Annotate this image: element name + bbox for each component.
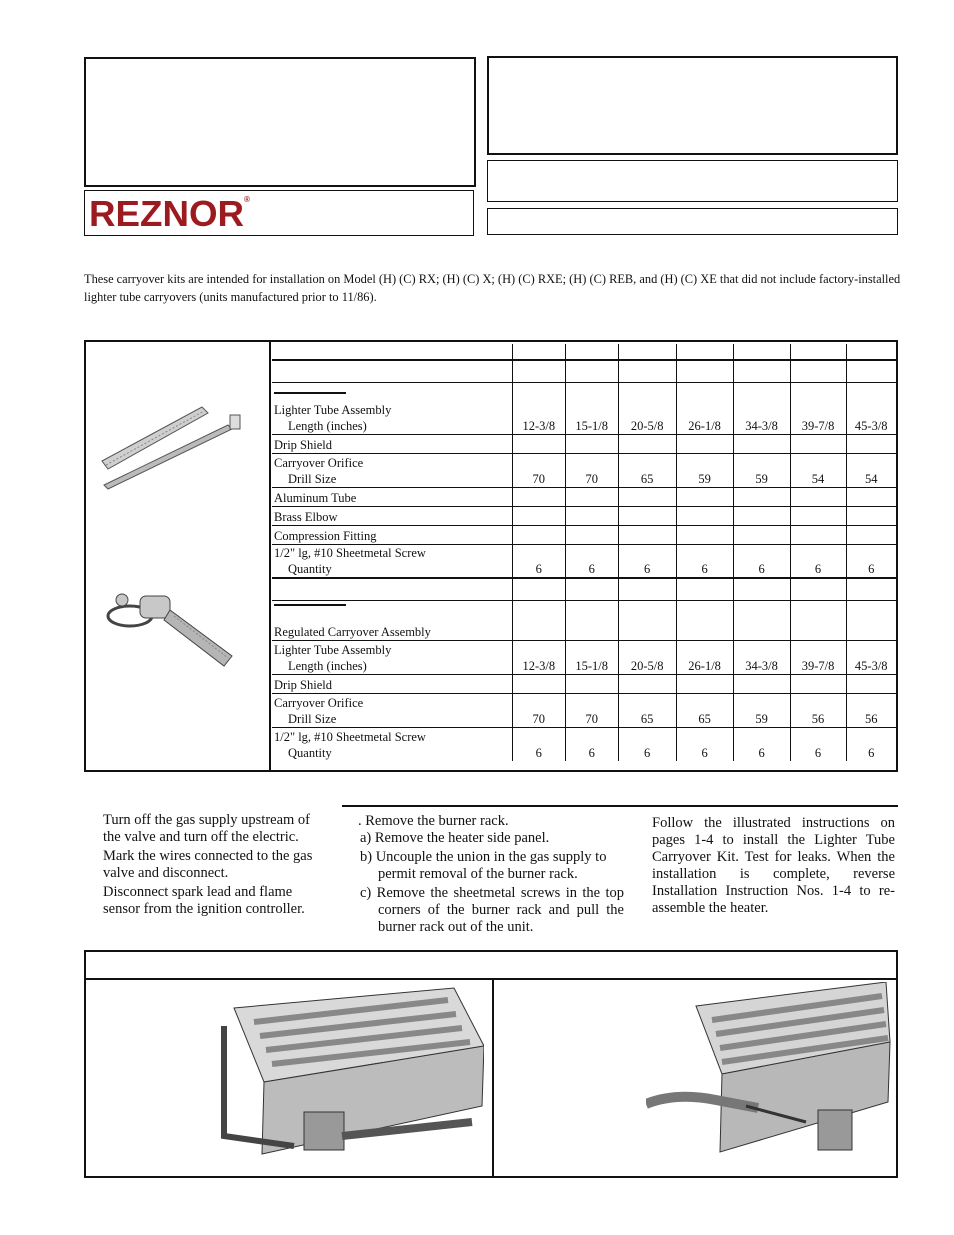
table-cell bbox=[733, 487, 790, 506]
table-cell: 6 bbox=[676, 544, 733, 578]
table-cell bbox=[846, 525, 896, 544]
table-cell: 6 bbox=[565, 727, 618, 761]
figure-caption-rule bbox=[86, 978, 896, 980]
table-cell: 6 bbox=[618, 544, 676, 578]
table-cell bbox=[676, 434, 733, 453]
table-header-row bbox=[272, 344, 896, 360]
table-cell bbox=[846, 487, 896, 506]
table-cell bbox=[676, 344, 733, 360]
parts-row-kit2 bbox=[272, 693, 896, 727]
table-cell bbox=[512, 578, 565, 600]
part-sub-label: Length (inches) bbox=[288, 658, 367, 673]
table-cell bbox=[618, 487, 676, 506]
table-cell: 39-7/8 bbox=[790, 382, 846, 434]
instructions-col-2 bbox=[352, 813, 624, 938]
table-cell bbox=[565, 525, 618, 544]
step-4c: c) Remove the sheetmetal screws in the top corners of the burner rack and pull the burner rack out of the unit. bbox=[360, 885, 624, 935]
part-name: Regulated Carryover Assembly bbox=[274, 624, 431, 639]
table-cell: 56 bbox=[790, 693, 846, 727]
table-cell: 39-7/8 bbox=[790, 640, 846, 674]
parts-row-kit1 bbox=[272, 506, 896, 525]
parts-row-kit1 bbox=[272, 434, 896, 453]
table-cell: 59 bbox=[676, 453, 733, 487]
table-cell bbox=[565, 434, 618, 453]
table-cell bbox=[846, 506, 896, 525]
table-cell: 6 bbox=[512, 544, 565, 578]
table-cell: 26-1/8 bbox=[676, 640, 733, 674]
table-cell bbox=[676, 600, 733, 640]
table-cell: 12-3/8 bbox=[512, 640, 565, 674]
table-cell: 45-3/8 bbox=[846, 640, 896, 674]
kit-contents-table bbox=[84, 340, 898, 772]
table-cell: 54 bbox=[846, 453, 896, 487]
instructions-col-3: Follow the illustrated instructions on pages 1-4 to install the Lighter Tube Carryover Kit. Test for leaks. When the installation is complete, reverse Installation Instruction Nos. 1-4 to re-assemble the heater. bbox=[652, 815, 895, 916]
title-box-left bbox=[84, 57, 476, 187]
table-cell: 20-5/8 bbox=[618, 640, 676, 674]
table-cell bbox=[565, 360, 618, 382]
table-cell bbox=[790, 434, 846, 453]
parts-list bbox=[272, 344, 896, 761]
table-cell bbox=[790, 525, 846, 544]
table-cell bbox=[512, 674, 565, 693]
table-cell: 45-3/8 bbox=[846, 382, 896, 434]
table-cell bbox=[790, 578, 846, 600]
step-3: Disconnect spark lead and flame sensor from the ignition controller. bbox=[103, 884, 305, 917]
table-cell: 6 bbox=[790, 544, 846, 578]
parts-row-kit2 bbox=[272, 640, 896, 674]
table-cell bbox=[846, 434, 896, 453]
part-name: Drip Shield bbox=[274, 677, 332, 692]
table-cell: 6 bbox=[733, 544, 790, 578]
table-cell bbox=[846, 344, 896, 360]
table-cell: 34-3/8 bbox=[733, 640, 790, 674]
table-cell: 6 bbox=[733, 727, 790, 761]
table-cell bbox=[733, 525, 790, 544]
step-4a: a) Remove the heater side panel. bbox=[360, 830, 550, 846]
part-name: Compression Fitting bbox=[274, 528, 377, 543]
table-cell bbox=[512, 525, 565, 544]
table-cell: 6 bbox=[676, 727, 733, 761]
table-divider bbox=[269, 342, 271, 770]
table-cell bbox=[618, 360, 676, 382]
parts-row-kit1 bbox=[272, 453, 896, 487]
figure-panel bbox=[84, 950, 898, 1178]
parts-row-kit1 bbox=[272, 525, 896, 544]
table-cell bbox=[676, 487, 733, 506]
table-cell bbox=[512, 487, 565, 506]
table-cell bbox=[846, 600, 896, 640]
table-cell: 54 bbox=[790, 453, 846, 487]
subtitle-box bbox=[487, 160, 898, 202]
burner-rack-photo-2 bbox=[646, 982, 896, 1172]
part-sub-label: Quantity bbox=[288, 562, 332, 576]
table-cell bbox=[790, 344, 846, 360]
table-cell bbox=[618, 344, 676, 360]
table-cell bbox=[676, 360, 733, 382]
instructions-rule bbox=[342, 805, 898, 807]
table-cell bbox=[676, 506, 733, 525]
table-cell bbox=[618, 506, 676, 525]
table-cell bbox=[618, 434, 676, 453]
table-cell: 6 bbox=[846, 544, 896, 578]
table-cell bbox=[618, 674, 676, 693]
table-cell bbox=[565, 674, 618, 693]
intro-paragraph: These carryover kits are intended for installation on Model (H) (C) RX; (H) (C) X; (H) (C) RXE; (H) (C) REB, and (H) (C) XE that did not include factory-installed lighter tube carryovers (units manufactured prior to 11/86). bbox=[84, 272, 901, 304]
table-cell bbox=[846, 674, 896, 693]
table-header-row-2 bbox=[272, 360, 896, 382]
table-cell: 70 bbox=[565, 453, 618, 487]
table-cell: 12-3/8 bbox=[512, 382, 565, 434]
table-cell: 70 bbox=[512, 453, 565, 487]
table-cell: 65 bbox=[676, 693, 733, 727]
form-number-box bbox=[487, 208, 898, 235]
table-cell: 65 bbox=[618, 453, 676, 487]
table-cell bbox=[733, 434, 790, 453]
parts-row-kit2 bbox=[272, 600, 896, 640]
table-section-gap bbox=[272, 578, 896, 600]
table-cell bbox=[618, 525, 676, 544]
table-cell bbox=[512, 600, 565, 640]
table-cell bbox=[618, 600, 676, 640]
table-cell bbox=[676, 525, 733, 544]
table-cell bbox=[733, 674, 790, 693]
logo-box bbox=[84, 190, 474, 236]
table-cell bbox=[733, 344, 790, 360]
table-cell bbox=[512, 360, 565, 382]
table-cell bbox=[565, 344, 618, 360]
table-cell: 6 bbox=[512, 727, 565, 761]
table-cell: 6 bbox=[565, 544, 618, 578]
part-name: 1/2" lg, #10 Sheetmetal Screw bbox=[274, 730, 426, 744]
part-sub-label: Drill Size bbox=[288, 471, 337, 486]
part-name: Aluminum Tube bbox=[274, 490, 357, 505]
table-cell bbox=[676, 578, 733, 600]
table-cell: 6 bbox=[618, 727, 676, 761]
instructions-col-1 bbox=[103, 812, 331, 920]
table-cell: 20-5/8 bbox=[618, 382, 676, 434]
step-4b: b) Uncouple the union in the gas supply to permit removal of the burner rack. bbox=[360, 849, 607, 882]
table-cell bbox=[618, 578, 676, 600]
table-cell bbox=[846, 578, 896, 600]
step-4-lead: . Remove the burner rack. bbox=[358, 813, 509, 829]
table-cell bbox=[733, 506, 790, 525]
table-cell bbox=[790, 487, 846, 506]
table-cell bbox=[512, 506, 565, 525]
part-name: Brass Elbow bbox=[274, 509, 338, 524]
parts-row-kit1 bbox=[272, 382, 896, 434]
part-name: Drip Shield bbox=[274, 437, 332, 452]
table-cell: 15-1/8 bbox=[565, 382, 618, 434]
table-cell: 59 bbox=[733, 693, 790, 727]
part-name: 1/2" lg, #10 Sheetmetal Screw bbox=[274, 546, 426, 560]
part-sub-label: Drill Size bbox=[288, 711, 337, 726]
parts-row-kit1 bbox=[272, 544, 896, 578]
table-cell: 56 bbox=[846, 693, 896, 727]
table-cell bbox=[733, 578, 790, 600]
table-cell: 65 bbox=[618, 693, 676, 727]
table-cell bbox=[790, 360, 846, 382]
part-sub-label: Length (inches) bbox=[288, 418, 367, 433]
table-cell: 70 bbox=[565, 693, 618, 727]
table-cell: 59 bbox=[733, 453, 790, 487]
table-cell bbox=[676, 674, 733, 693]
table-cell: 15-1/8 bbox=[565, 640, 618, 674]
table-cell bbox=[846, 360, 896, 382]
table-cell bbox=[790, 600, 846, 640]
table-cell bbox=[733, 600, 790, 640]
table-cell bbox=[565, 506, 618, 525]
table-cell: 34-3/8 bbox=[733, 382, 790, 434]
burner-rack-photo-1 bbox=[204, 986, 484, 1172]
part-sub-label: Quantity bbox=[288, 746, 332, 760]
part-name: Carryover Orifice bbox=[274, 455, 364, 470]
table-cell: 26-1/8 bbox=[676, 382, 733, 434]
table-cell bbox=[790, 674, 846, 693]
table-cell bbox=[565, 578, 618, 600]
part-name: Carryover Orifice bbox=[274, 695, 364, 710]
reznor-logo: REZNOR® bbox=[89, 193, 251, 234]
table-cell: 6 bbox=[868, 746, 875, 760]
table-cell bbox=[790, 506, 846, 525]
title-box-right bbox=[487, 56, 898, 155]
step-2: Mark the wires connected to the gas valve and disconnect. bbox=[103, 848, 313, 881]
regulated-carryover-illustration bbox=[100, 586, 260, 706]
figure-divider bbox=[492, 978, 494, 1178]
parts-row-kit2 bbox=[272, 727, 896, 761]
table-cell bbox=[565, 487, 618, 506]
part-name: Lighter Tube Assembly bbox=[274, 402, 392, 417]
table-cell: 6 bbox=[790, 727, 846, 761]
parts-row-kit2 bbox=[272, 674, 896, 693]
table-cell bbox=[565, 600, 618, 640]
table-cell bbox=[512, 344, 565, 360]
part-name: Lighter Tube Assembly bbox=[274, 642, 392, 657]
table-cell: 70 bbox=[512, 693, 565, 727]
lighter-tube-kit-illustration bbox=[96, 397, 256, 547]
table-cell bbox=[512, 434, 565, 453]
parts-row-kit1 bbox=[272, 487, 896, 506]
table-cell bbox=[733, 360, 790, 382]
step-1: Turn off the gas supply upstream of the valve and turn off the electric. bbox=[103, 812, 311, 845]
